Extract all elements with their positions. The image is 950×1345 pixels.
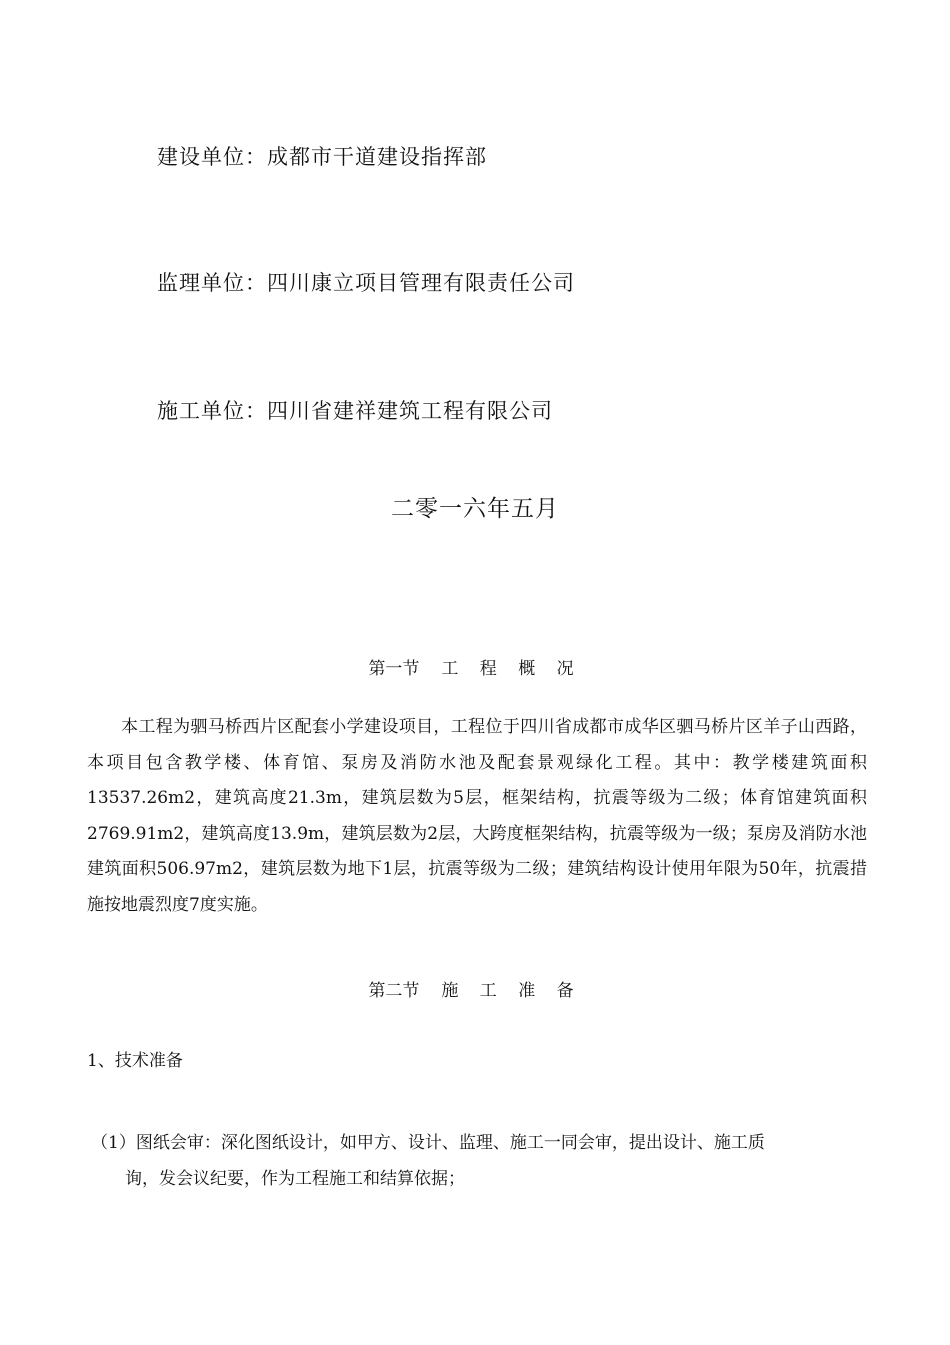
section-2-heading xyxy=(0,976,950,1001)
construction-owner-line: 建设单位：成都市干道建设指挥部 xyxy=(157,145,487,169)
drawing-review-line-1: （1）图纸会审：深化图纸设计，如甲方、设计、监理、施工一同会审，提出设计、施工质 xyxy=(91,1133,765,1153)
drawing-review-item xyxy=(91,1125,861,1197)
project-overview-paragraph: 本工程为驷马桥西片区配套小学建设项目，工程位于四川省成都市成华区驷马桥片区羊子山西路，本项目包含教学楼、体育馆、泵房及消防水池及配套景观绿化工程。其中：教学楼建筑面积13537.26m2，建筑高度21.3m，建筑层数为5层，框架结构，抗震等级为二级；体育馆建筑面积2769.91m2，建筑高度13.9m，建筑层数为2层，大跨度框架结构，抗震等级为一级；泵房及消防水池建筑面积506.97m2，建筑层数为地下1层，抗震等级为二级；建筑结构设计使用年限为50年，抗震措施按地震烈度7度实施。 xyxy=(87,717,867,915)
document-date: 二零一六年五月 xyxy=(391,496,559,522)
supervisor-line: 监理单位：四川康立项目管理有限责任公司 xyxy=(157,271,575,295)
section-1-title: 工 程 概 况 xyxy=(441,659,582,679)
technical-preparation-heading: 1、技术准备 xyxy=(87,1051,183,1071)
section-2-title: 施 工 准 备 xyxy=(441,981,582,1001)
contractor-line: 施工单位：四川省建祥建筑工程有限公司 xyxy=(157,399,553,423)
section-1-number: 第一节 xyxy=(368,659,420,679)
section-1-heading xyxy=(0,654,950,679)
drawing-review-line-2: 询，发会议纪要，作为工程施工和结算依据； xyxy=(125,1169,465,1189)
section-2-number: 第二节 xyxy=(368,981,420,1001)
